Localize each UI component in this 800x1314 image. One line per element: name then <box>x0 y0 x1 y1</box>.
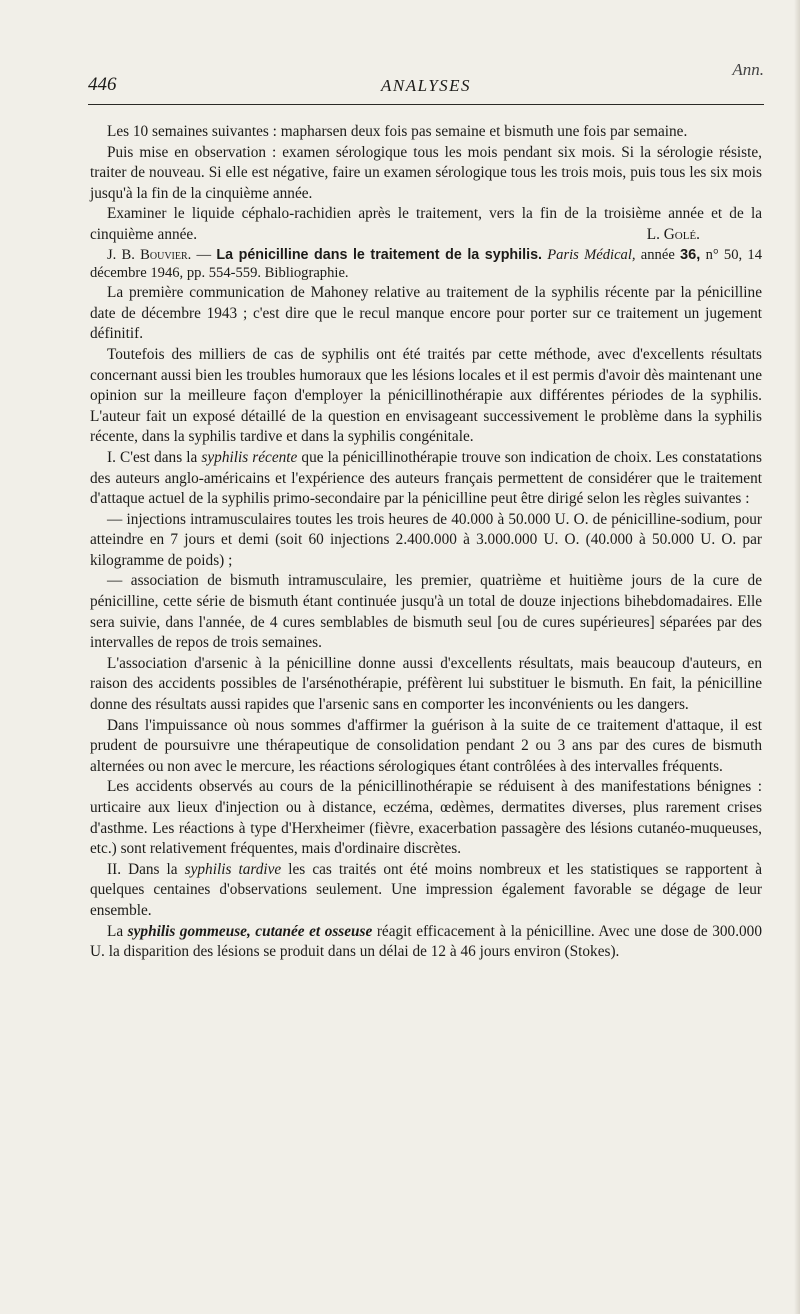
paragraph: Les accidents observés au cours de la pénicillinothérapie se réduisent à des manifestations bénignes : urticaire aux lieux d'injection ou à distance, eczéma, œdèmes, dermatites diverses, plus rarement crises d'asthme. Les réactions à type d'Herxheimer (fièvre, exacerbation passagère des lésions cutanéo-muqueuses, etc.) sont relativement fréquentes, mais d'ordinaire discrètes. <box>90 778 762 858</box>
signature: L. Golé. <box>646 225 700 243</box>
text-run: La <box>107 922 128 940</box>
reference-details: n° 50, 14 décembre 1946, pp. 554-559. Bibliographie. <box>90 246 762 282</box>
italic-term: syphilis tardive <box>184 860 282 878</box>
reference-dash: — <box>191 246 217 263</box>
page-edge-shadow <box>794 0 800 1314</box>
reference-title: La pénicilline dans le traitement de la syphilis. <box>216 246 542 263</box>
paragraph: — injections intramusculaires toutes les trois heures de 40.000 à 50.000 U. O. de pénicilline-sodium, pour atteindre en 7 jours et demi (soit 60 injections 2.400.000 à 3.000.000 U. O. (40.000 à 50.000 U. O. par kilogramme de poids) ; <box>90 510 762 569</box>
text-run: que la pénicillinothérapie trouve son indication de choix. Les constatations des auteurs anglo-américains et l'expérience des auteurs français permettent de considérer que le traitement d'attaque actuel de la syphilis primo-secondaire par la pénicilline peut être dirigé selon les règles suivantes : <box>90 448 762 508</box>
italic-term: syphilis gommeuse, cutanée et osseuse <box>127 922 373 940</box>
reference-journal: Paris Médical, <box>547 246 636 263</box>
paragraph: Examiner le liquide céphalo-rachidien après le traitement, vers la fin de la troisième année et de la cinquième année. <box>90 205 762 243</box>
running-head-title: ANALYSES <box>380 76 472 95</box>
reference-year-label: année <box>640 246 675 263</box>
paragraph: Les 10 semaines suivantes : mapharsen deux fois pas semaine et bismuth une fois par semaine. <box>107 123 688 140</box>
page-number: 446 <box>88 74 117 95</box>
article-text <box>90 122 762 963</box>
paragraph: La première communication de Mahoney relative au traitement de la syphilis récente par la pénicilline date de décembre 1943 ; c'est dire que le recul manque encore pour porter sur ce traitement un jugement définitif. <box>90 284 762 343</box>
paragraph <box>90 448 762 510</box>
bibliographic-reference <box>90 246 762 284</box>
paragraph: Puis mise en observation : examen sérologique tous les mois pendant six mois. Si la sérologie résiste, traiter de nouveau. Si elle est négative, faire un examen sérologique tous les trois mois, puis tous les six mois jusqu'à la fin de la cinquième année. <box>90 143 762 202</box>
text-run: I. C'est dans la <box>107 448 202 466</box>
paragraph <box>90 922 762 963</box>
paragraph: — association de bismuth intramusculaire, les premier, quatrième et huitième jours de la cure de pénicilline, cette série de bismuth étant continuée jusqu'à un total de douze injections bihebdomadaires. Elle sera suivie, dans l'année, de 4 cures semblables de bismuth seul [ou de cures supérieures] séparées par des intervalles de repos de trois semaines. <box>90 572 762 652</box>
text-run: réagit efficacement à la pénicilline. Avec une dose de 300.000 U. la disparition des lésions se produit dans un délai de 12 à 46 jours environ (Stokes). <box>90 922 762 961</box>
paragraph: L'association d'arsenic à la pénicilline donne aussi d'excellents résultats, mais beaucoup d'auteurs, en raison des accidents possibles de l'arsénothérapie, préfèrent lui substituer le bismuth. En fait, la pénicilline donne des résultats aussi rapides que l'arsenic sans en comporter les inconvénients ou les dangers. <box>90 654 762 714</box>
text-run: les cas traités ont été moins nombreux et les statistiques se rapportent à quelques centaines d'observations seulement. Une impression également favorable se dégage de leur ensemble. <box>90 860 763 919</box>
header-rule <box>88 104 764 105</box>
running-head-right-mark: Ann. <box>732 60 764 79</box>
text-run: II. Dans la <box>107 860 185 878</box>
italic-term: syphilis récente <box>201 448 298 466</box>
reference-author: J. B. Bouvier. <box>107 246 192 263</box>
running-head <box>88 60 764 102</box>
paragraph: Toutefois des milliers de cas de syphilis ont été traités par cette méthode, avec d'excellents résultats concernant aussi bien les troubles humoraux que les lésions locales et il est permis d'avoir dès maintenant une opinion sur la meilleure façon d'employer la pénicillinothérapie aux différentes périodes de la syphilis. L'auteur fait un exposé détaillé de la question en envisageant successivement le problème dans la syphilis récente, dans la syphilis tardive et dans la syphilis congénitale. <box>90 345 762 446</box>
reference-volume: 36, <box>680 246 701 263</box>
paragraph <box>90 860 762 922</box>
paragraph: Dans l'impuissance où nous sommes d'affirmer la guérison à la suite de ce traitement d'attaque, il est prudent de poursuivre une thérapeutique de consolidation pendant 2 ou 3 ans par des cures de bismuth alternées ou non avec le mercure, les réactions sérologiques étant contrôlées à des intervalles fréquents. <box>90 716 762 775</box>
